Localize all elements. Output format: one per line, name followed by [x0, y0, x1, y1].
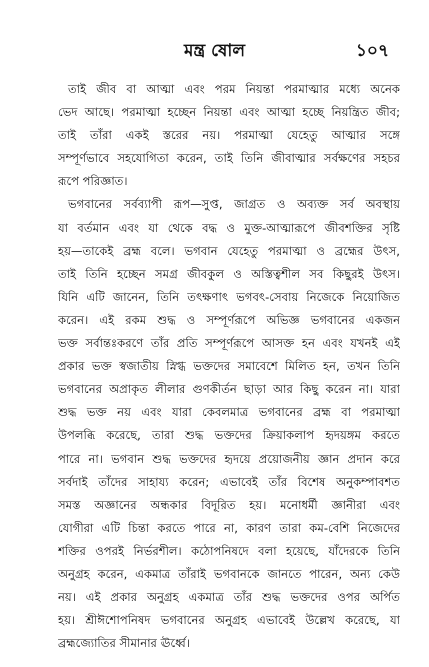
- body-text: [58, 78, 400, 655]
- text-line: উপলব্ধি করেছে, তারা শুদ্ধ ভক্তদের ক্রিয়াকলাপ হৃদয়ঙ্গম করতে: [58, 428, 400, 443]
- text-line: ভেদ আছে। পরমাত্মা হচ্ছেন নিয়ন্তা এবং আত্মা হচ্ছে নিয়ন্ত্রিত জীব;: [58, 105, 400, 120]
- text-line: হয়। শ্রীঈশোপনিষদ ভগবানের অনুগ্রহ এভাবেই উল্লেখ করেছে, যা: [58, 613, 400, 628]
- text-line: ভগবানের সর্বব্যাপী রূপ—সুপ্ত, জাগ্রত ও অব্যক্ত সর্ব অবস্থায়: [68, 197, 400, 212]
- text-line: শুদ্ধ ভক্ত নয় এবং যারা কেবলমাত্র ভগবানের ব্রহ্ম বা পরমাত্মা: [58, 405, 400, 420]
- text-line: যোগীরা এটি চিন্তা করতে পারে না, কারণ তারা কম-বেশি নিজেদের: [58, 520, 400, 535]
- text-line: সমস্ত অজ্ঞানের অন্ধকার বিদূরিত হয়। মনোধর্মী জ্ঞানীরা এবং: [58, 497, 400, 512]
- page-number: ১০৭: [355, 41, 389, 61]
- text-line: তাই তিনি হচ্ছেন সমগ্র জীবকুল ও অস্তিত্বশীল সব কিছুরই উৎস।: [58, 266, 400, 281]
- text-line: যা বর্তমান এবং যা থেকে বদ্ধ ও মুক্ত-আত্মারূপে জীবশক্তির সৃষ্টি: [58, 220, 400, 235]
- text-line: অনুগ্রহ করেন, একমাত্র তাঁরাই ভগবানকে জানতে পারেন, অন্য কেউ: [58, 566, 400, 581]
- text-line: ভক্ত সর্বান্তঃকরণে তাঁর প্রতি সম্পূর্ণরূপে আসক্ত হন এবং যখনই এই: [58, 336, 400, 351]
- text-line: যিনি এটি জানেন, তিনি তৎক্ষণাৎ ভগবৎ-সেবায় নিজেকে নিয়োজিত: [58, 289, 400, 304]
- text-line: করেন। এই রকম শুদ্ধ ও সম্পূর্ণরূপে অভিজ্ঞ ভগবানের একজন: [58, 312, 400, 327]
- page-header: [0, 38, 429, 68]
- text-line: তাই তাঁরা একই স্তরের নয়। পরমাত্মা যেহেতু আত্মার সঙ্গে: [58, 128, 400, 143]
- text-line: ভগবানের অপ্রাকৃত লীলার গুণকীর্তন ছাড়া আর কিছু করেন না। যারা: [58, 382, 400, 397]
- paragraph-1: [58, 78, 400, 193]
- text-line: প্রকার ভক্ত স্বজাতীয় স্নিগ্ধ ভক্তদের সমাবেশে মিলিত হন, তখন তিনি: [58, 359, 400, 374]
- text-line: ব্রহ্মজ্যোতির সীমানার ঊর্ধ্বে।: [58, 636, 190, 651]
- running-head: মন্ত্র ষোল: [183, 41, 246, 61]
- text-line: সর্বদাই তাঁদের সাহায্য করেন; এভাবেই তাঁর বিশেষ অনুকম্পাবশত: [58, 474, 400, 489]
- text-line: সম্পূর্ণভাবে সহযোগিতা করেন, তাই তিনি জীবাত্মার সর্বক্ষণের সহচর: [58, 151, 400, 166]
- text-line: তাই জীব বা আত্মা এবং পরম নিয়ন্তা পরমাত্মার মধ্যে অনেক: [68, 82, 400, 96]
- text-line: শক্তির ওপরই নির্ভরশীল। কঠোপনিষদে বলা হয়েছে, যাঁদেরকে তিনি: [58, 543, 400, 558]
- text-line: পারে না। ভগবান শুদ্ধ ভক্তদের হৃদয়ে প্রয়োজনীয় জ্ঞান প্রদান করে: [58, 451, 400, 466]
- text-line: নয়। এই প্রকার অনুগ্রহ একমাত্র তাঁর শুদ্ধ ভক্তদের ওপর অর্পিত: [58, 590, 400, 605]
- text-line: রূপে পরিজ্ঞাত।: [58, 174, 128, 189]
- text-line: হয়—তাকেই ব্রহ্ম বলে। ভগবান যেহেতু পরমাত্মা ও ব্রহ্মের উৎস,: [58, 243, 400, 258]
- paragraph-2: [58, 193, 400, 655]
